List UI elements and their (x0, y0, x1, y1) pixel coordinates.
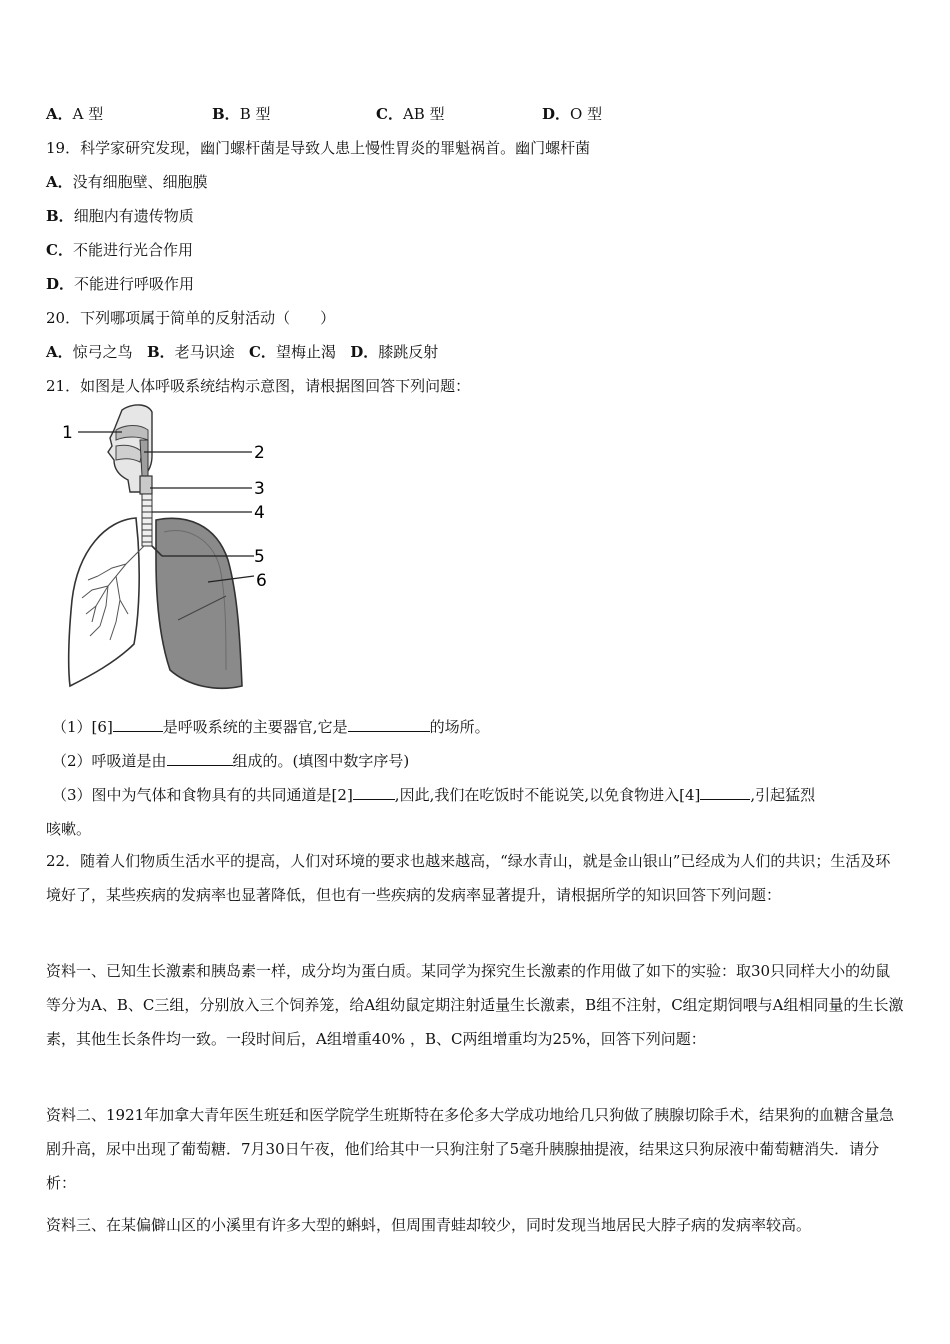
q21-sub3-cont: 咳嗽。 (46, 820, 92, 838)
q21-sub2: （2）呼吸道是由 组成的。(填图中数字序号) (52, 752, 410, 770)
q20-option-b[interactable]: B．老马识途 (146, 343, 235, 361)
right-lung (156, 518, 242, 688)
q21-stem: 21．如图是人体呼吸系统结构示意图，请根据图回答下列问题： (46, 377, 471, 395)
trachea (142, 494, 152, 546)
q21-sub1-blank2[interactable] (348, 717, 430, 732)
q21-sub1: （1）[6] 是呼吸系统的主要器官,它是 的场所。 (52, 718, 490, 736)
figure-label-5: 5 (254, 547, 265, 567)
q22-material-3: 资料三、在某偏僻山区的小溪里有许多大型的蝌蚪，但周围青蛙却较少，同时发现当地居民大脖子病的发病率较高。 (46, 1216, 812, 1234)
q18-option-d[interactable]: D．O 型 (542, 105, 603, 123)
q21-sub3: （3）图中为气体和食物具有的共同通道是[2] ,因此,我们在吃饭时不能说笑,以免食物进入[4] ,引起猛烈 (52, 786, 816, 804)
q20-options (46, 341, 438, 362)
q21-sub2-blank[interactable] (167, 751, 233, 766)
figure-label-1: 1 (62, 423, 73, 443)
q21-sub3-blank1[interactable] (353, 785, 395, 800)
figure-label-3: 3 (254, 479, 265, 499)
q20-option-d[interactable]: D．膝跳反射 (350, 343, 439, 361)
q19-option-a[interactable]: A．没有细胞壁、细胞膜 (46, 173, 208, 191)
q21-sub1-blank1[interactable] (113, 717, 163, 732)
q19-option-b[interactable]: B．细胞内有遗传物质 (46, 207, 194, 225)
left-lung (69, 518, 140, 686)
bronchial-tree (82, 546, 144, 640)
q18-option-b[interactable]: B．B 型 (212, 105, 271, 123)
larynx (140, 476, 152, 494)
q22-material-1: 资料一、已知生长激素和胰岛素一样，成分均为蛋白质。某同学为探究生长激素的作用做了如下的实验：取30只同样大小的幼鼠等分为A、B、C三组，分别放入三个饲养笼，给A组幼鼠定期注射适量生长激素，B组不注射，C组定期饲喂与A组相同量的生长激素，其他生长条件均一致。一段时间后，A组增重40% ，B、C两组增重均为25%，回答下列问题： (46, 962, 904, 1048)
figure-label-4: 4 (254, 503, 265, 523)
figure-label-2: 2 (254, 443, 265, 463)
figure-label-6: 6 (256, 571, 267, 591)
q19-stem: 19．科学家研究发现，幽门螺杆菌是导致人患上慢性胃炎的罪魁祸首。幽门螺杆菌 (46, 139, 591, 157)
q22-material-2: 资料二、1921年加拿大青年医生班廷和医学院学生班斯特在多伦多大学成功地给几只狗做了胰腺切除手术，结果狗的血糖含量急剧升高，尿中出现了葡萄糖．7月30日午夜，他们给其中一只狗注射了5毫升胰腺抽提液，结果这只狗尿液中葡萄糖消失．请分析： (46, 1106, 895, 1192)
q22-stem: 22．随着人们物质生活水平的提高，人们对环境的要求也越来越高，“绿水青山，就是金山银山”已经成为人们的共识；生活及环境好了，某些疾病的发病率也显著降低，但也有一些疾病的发病率显著提升，请根据所学的知识回答下列问题： (46, 852, 891, 904)
q18-option-c[interactable]: C．AB 型 (376, 105, 445, 123)
q20-option-a[interactable]: A．惊弓之鸟 (46, 343, 133, 361)
q20-stem: 20．下列哪项属于简单的反射活动（ ） (46, 309, 336, 327)
q18-option-a[interactable]: A．A 型 (46, 105, 104, 123)
q20-option-c[interactable]: C．望梅止渴 (248, 343, 336, 361)
q19-option-d[interactable]: D．不能进行呼吸作用 (46, 275, 195, 293)
q19-option-c[interactable]: C．不能进行光合作用 (46, 241, 193, 259)
pharynx (140, 440, 148, 476)
q21-sub3-blank2[interactable] (700, 785, 750, 800)
respiratory-system-figure (56, 400, 282, 696)
